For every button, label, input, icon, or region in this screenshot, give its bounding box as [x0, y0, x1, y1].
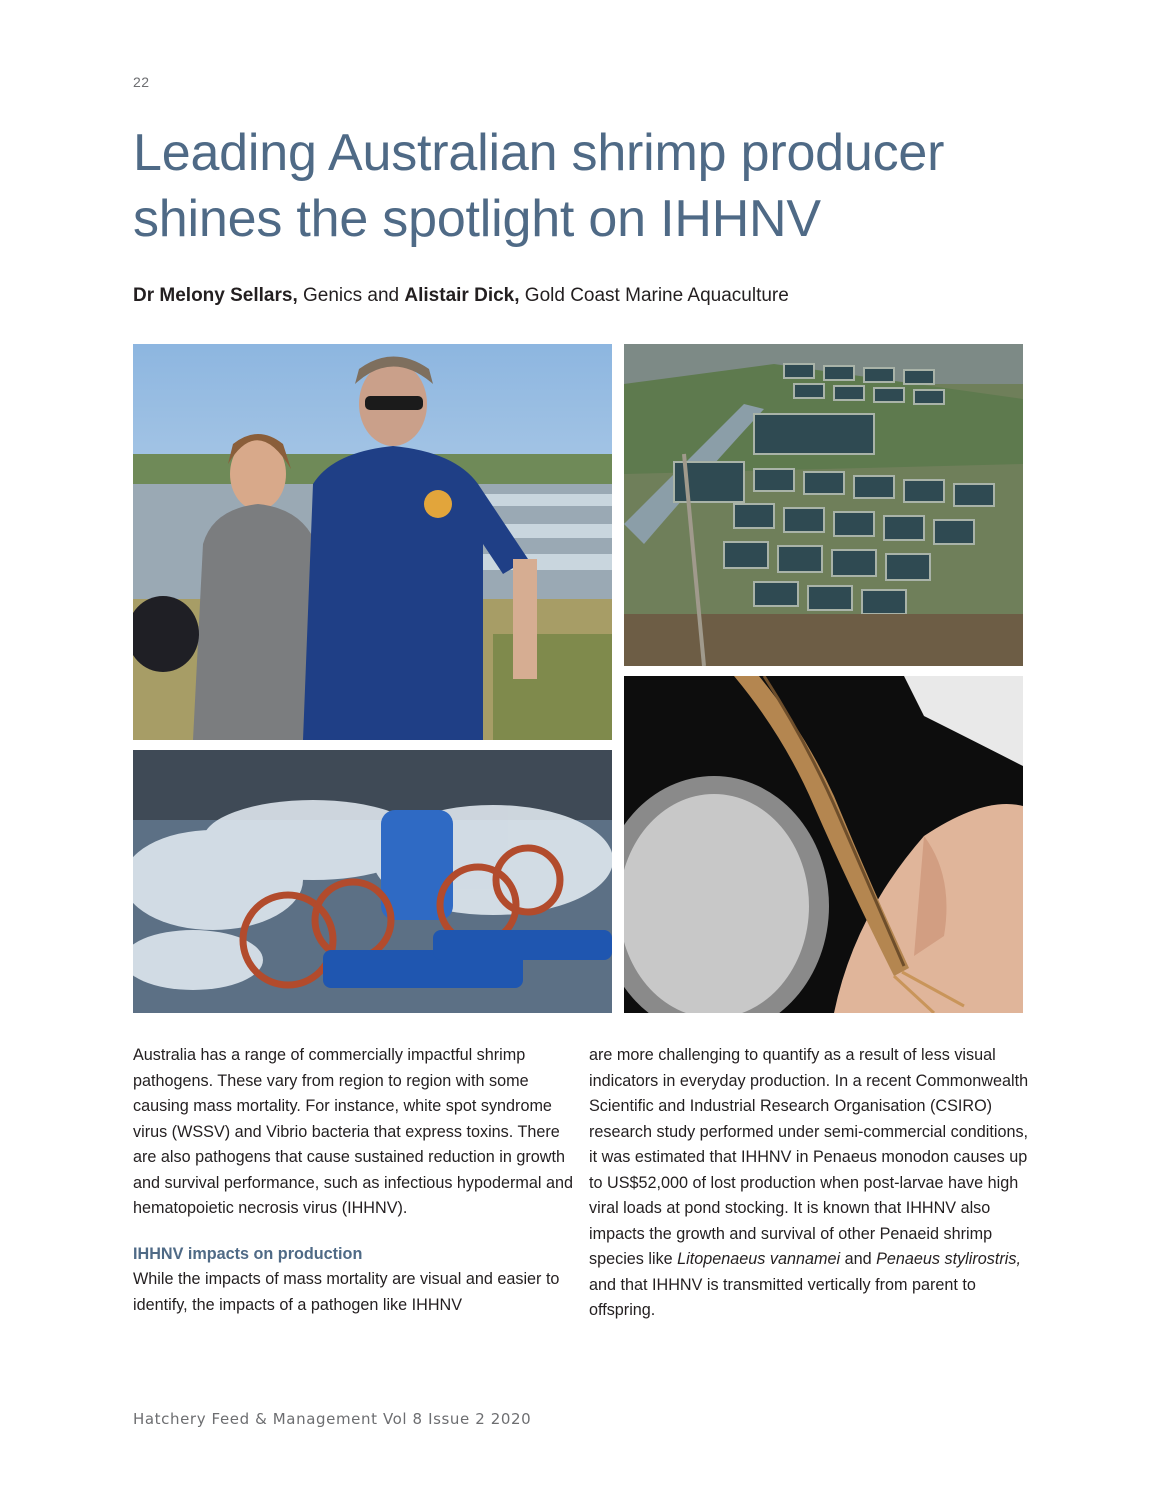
- author-2: Alistair Dick,: [404, 285, 520, 306]
- byline: [133, 285, 789, 307]
- affiliation-1: Genics and: [297, 285, 405, 306]
- two-people-at-farm-photo: [133, 344, 612, 740]
- subheading: IHHNV impacts on production: [133, 1244, 363, 1263]
- footer-publication: Hatchery Feed & Management Vol 8 Issue 2 2020: [133, 1410, 532, 1428]
- title-line-2: shines the spotlight on IHHNV: [133, 190, 821, 248]
- affiliation-2: Gold Coast Marine Aquaculture: [519, 285, 789, 306]
- text-span: and: [840, 1250, 877, 1268]
- paddlewheel-aerator-photo: [133, 750, 612, 1013]
- text-span: and that IHHNV is transmitted vertically from parent to offspring.: [589, 1275, 976, 1319]
- paragraph-intro: Australia has a range of commercially impactful shrimp pathogens. These vary from region to region with some causing mass mortality. For instance, white spot syndrome virus (WSSV) and Vibrio bacteria that express toxins. There are also pathogens that cause sustained reduction in growth and survival performance, such as infectious hypodermal and hematopoietic necrosis virus (IHHNV).: [133, 1046, 573, 1217]
- author-1: Dr Melony Sellars,: [133, 285, 298, 306]
- paragraph-continued: [589, 1043, 1029, 1324]
- species-name: Penaeus stylirostris,: [876, 1250, 1021, 1268]
- page-number: 22: [133, 74, 150, 90]
- species-name: Litopenaeus vannamei: [677, 1250, 841, 1268]
- article-title: [133, 120, 1033, 252]
- title-line-1: Leading Australian shrimp producer: [133, 124, 945, 182]
- paragraph-impacts: While the impacts of mass mortality are visual and easier to identify, the impacts of a pathogen like IHHNV: [133, 1270, 560, 1314]
- body-column-right: [589, 1043, 1029, 1324]
- text-span: are more challenging to quantify as a result of less visual indicators in everyday production. In a recent Commonwealth Scientific and Industrial Research Organisation (CSIRO) research study performed under semi-commercial conditions, it was estimated that IHHNV in Penaeus monodon causes up to US$52,000 of lost production when post-larvae have high viral loads at pond stocking. It is known that IHHNV also impacts the growth and survival of other Penaeid shrimp species like: [589, 1046, 1029, 1268]
- body-column-left: [133, 1043, 573, 1318]
- aerial-pond-farm-photo: [624, 344, 1023, 666]
- shrimp-in-hand-photo: [624, 676, 1023, 1013]
